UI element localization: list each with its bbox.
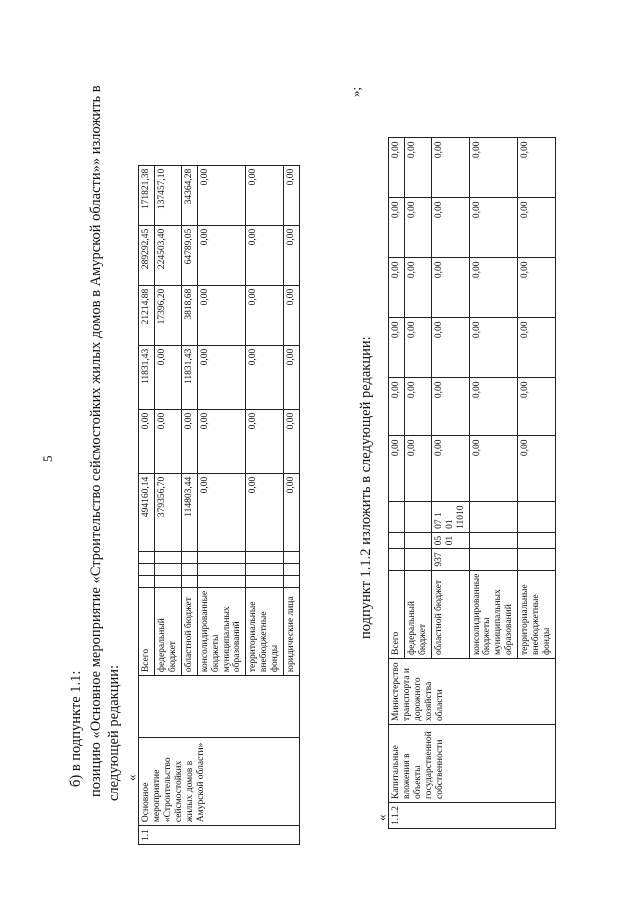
- value-cell: 0,00: [284, 225, 300, 285]
- source-label: консолидированные бюджеты муниципальных образований: [469, 570, 518, 658]
- value-cell: 0,00: [246, 285, 284, 345]
- code-cell: [284, 563, 300, 575]
- code-cell: [404, 549, 431, 570]
- value-cell: 0,00: [404, 378, 431, 436]
- value-cell: 0,00: [469, 258, 518, 318]
- code-cell: [389, 549, 405, 570]
- code-cell: [404, 532, 431, 549]
- value-cell: 0,00: [518, 378, 556, 436]
- value-cell: 0,00: [469, 436, 518, 502]
- value-cell: 379356,70: [154, 473, 181, 551]
- table-row: [139, 165, 155, 844]
- code-cell: [469, 549, 518, 570]
- value-cell: 0,00: [404, 198, 431, 258]
- value-cell: 0,00: [518, 198, 556, 258]
- code-cell: [404, 502, 431, 532]
- value-cell: 0,00: [284, 285, 300, 345]
- value-cell: 0,00: [431, 318, 469, 378]
- source-label: территориальные внебюджетные фонды: [518, 570, 556, 658]
- position-line: позицию «Основное мероприятие «Строительство сейсмостойких жилых домов в Амурской области»» изложить в: [88, 85, 104, 797]
- value-cell: 0,00: [197, 285, 246, 345]
- code-cell: [197, 551, 246, 563]
- value-cell: 0,00: [518, 318, 556, 378]
- value-cell: 0,00: [389, 198, 405, 258]
- sub-line: подпункт 1.1.2 изложить в следующей редакции:: [358, 336, 374, 639]
- value-cell: 0,00: [197, 225, 246, 285]
- code-grbs: 937: [431, 549, 469, 570]
- close-quote: »;: [348, 86, 363, 97]
- value-cell: 171821,38: [139, 165, 155, 225]
- open-quote-2: «: [374, 814, 389, 821]
- value-cell: 0,00: [431, 436, 469, 502]
- value-cell: 0,00: [284, 165, 300, 225]
- executor-cell: [139, 676, 300, 738]
- source-label: федеральный бюджет: [404, 570, 431, 658]
- value-cell: 21214,88: [139, 285, 155, 345]
- value-cell: 0,00: [197, 409, 246, 473]
- value-cell: 0,00: [154, 409, 181, 473]
- value-cell: 0,00: [389, 318, 405, 378]
- measure-name: Основное мероприятие «Строительство сейсмостойких жилых домов в Амурской области»: [139, 738, 300, 826]
- value-cell: 0,00: [389, 258, 405, 318]
- source-label: Всего: [139, 587, 155, 675]
- value-cell: 0,00: [469, 198, 518, 258]
- value-cell: 17396,20: [154, 285, 181, 345]
- value-cell: 0,00: [197, 345, 246, 409]
- value-cell: 0,00: [284, 345, 300, 409]
- code-cell: [154, 551, 181, 563]
- value-cell: 0,00: [404, 138, 431, 198]
- value-cell: 0,00: [404, 318, 431, 378]
- value-cell: 11831,43: [181, 345, 197, 409]
- source-label: юридические лица: [284, 587, 300, 675]
- table-row: [389, 138, 405, 829]
- code-cell: [197, 563, 246, 575]
- value-cell: 0,00: [469, 378, 518, 436]
- value-cell: 64789,05: [181, 225, 197, 285]
- value-cell: 0,00: [404, 436, 431, 502]
- row-number: 1.1.2: [389, 803, 556, 829]
- value-cell: 0,00: [389, 436, 405, 502]
- value-cell: 0,00: [181, 409, 197, 473]
- source-label: областной бюджет: [181, 587, 197, 675]
- value-cell: 34364,28: [181, 165, 197, 225]
- value-cell: 494160,14: [139, 473, 155, 551]
- value-cell: 0,00: [431, 378, 469, 436]
- code-cell: [518, 549, 556, 570]
- code-cell: [139, 551, 155, 563]
- source-label: областной бюджет: [431, 570, 469, 658]
- code-section: 05 01: [431, 532, 469, 549]
- code-cell: [389, 502, 405, 532]
- value-cell: 0,00: [284, 473, 300, 551]
- code-cell: [389, 532, 405, 549]
- executor-cell: Министерство транспорта и дорожного хозяйства области: [389, 659, 556, 725]
- value-cell: 0,00: [284, 409, 300, 473]
- value-cell: 0,00: [518, 258, 556, 318]
- value-cell: 0,00: [246, 409, 284, 473]
- value-cell: 114803,44: [181, 473, 197, 551]
- code-cell: [469, 502, 518, 532]
- code-cell: [518, 502, 556, 532]
- value-cell: 0,00: [518, 436, 556, 502]
- page-number: 5: [40, 455, 55, 462]
- source-label: консолидированные бюджеты муниципальных образований: [197, 587, 246, 675]
- value-cell: 0,00: [154, 345, 181, 409]
- code-cell: [181, 551, 197, 563]
- code-cell: [181, 563, 197, 575]
- value-cell: 0,00: [518, 138, 556, 198]
- value-cell: 0,00: [389, 138, 405, 198]
- value-cell: 11831,43: [139, 345, 155, 409]
- value-cell: 0,00: [246, 225, 284, 285]
- intro-line: б) в подпункте 1.1:: [68, 670, 84, 787]
- value-cell: 289292,45: [139, 225, 155, 285]
- value-cell: 0,00: [389, 378, 405, 436]
- value-cell: 0,00: [246, 165, 284, 225]
- code-cell: [154, 575, 181, 587]
- row-number: 1.1: [139, 826, 300, 845]
- value-cell: 0,00: [246, 473, 284, 551]
- value-cell: 0,00: [404, 258, 431, 318]
- code-cell: [246, 551, 284, 563]
- code-cell: [246, 563, 284, 575]
- measure-name: Капитальные вложения в объекты государственной собственности: [389, 725, 556, 803]
- code-cell: [284, 575, 300, 587]
- code-cell: [139, 575, 155, 587]
- value-cell: 0,00: [469, 318, 518, 378]
- source-label: федеральный бюджет: [154, 587, 181, 675]
- value-cell: 0,00: [431, 198, 469, 258]
- table-2: [388, 137, 556, 829]
- code-cell: [181, 575, 197, 587]
- value-cell: 0,00: [469, 138, 518, 198]
- code-cell: [469, 532, 518, 549]
- value-cell: 224503,40: [154, 225, 181, 285]
- code-cell: [518, 532, 556, 549]
- source-label: Всего: [389, 570, 405, 658]
- value-cell: 0,00: [197, 473, 246, 551]
- value-cell: 0,00: [139, 409, 155, 473]
- redaction-line: следующей редакции:: [106, 664, 122, 801]
- code-cell: [154, 563, 181, 575]
- value-cell: 0,00: [197, 165, 246, 225]
- value-cell: 0,00: [431, 138, 469, 198]
- value-cell: 0,00: [246, 345, 284, 409]
- code-cell: [197, 575, 246, 587]
- table-1: [138, 165, 300, 845]
- code-cell: [139, 563, 155, 575]
- value-cell: 3818,68: [181, 285, 197, 345]
- code-cell: [284, 551, 300, 563]
- code-target: 07 1 01 11010: [431, 502, 469, 532]
- code-cell: [246, 575, 284, 587]
- value-cell: 0,00: [431, 258, 469, 318]
- open-quote: «: [124, 774, 139, 781]
- source-label: территориальные внебюджетные фонды: [246, 587, 284, 675]
- value-cell: 137457,10: [154, 165, 181, 225]
